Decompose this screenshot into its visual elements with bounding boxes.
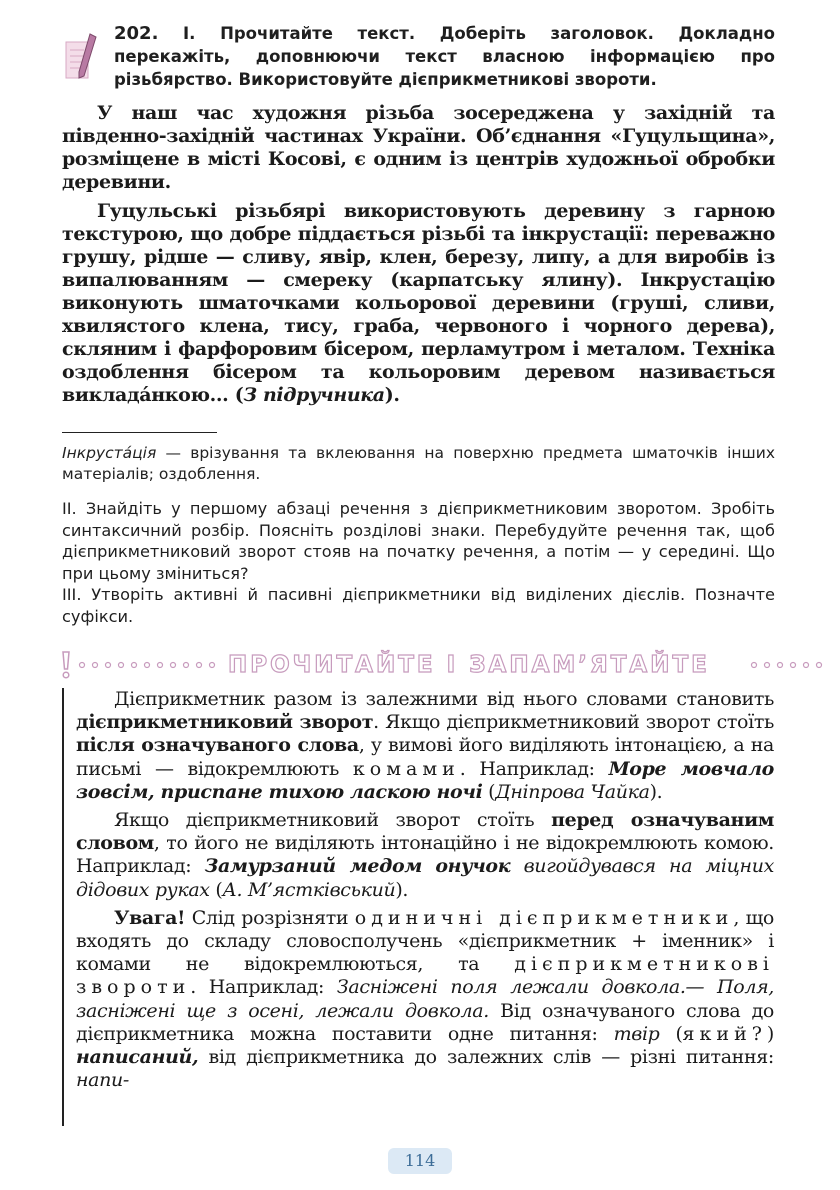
paragraph-1: У наш час художня різьба зосереджена у західній та південно-західній частинах України. Об’єднання «Гуцульщина», розміщене в місті Косові, є одним із центрів художньої обробки деревини. xyxy=(62,102,775,193)
spaced-term: який? xyxy=(682,1022,767,1045)
task-number: 202. xyxy=(114,23,159,44)
key-term: перед означуваним словом xyxy=(76,809,774,855)
key-term: дієприкметниковий зворот xyxy=(76,711,374,734)
text-span: ) xyxy=(766,1022,774,1045)
text-span: . Наприклад: xyxy=(190,976,337,999)
text-span: шматочками кольорової деревини (груші, сливи, хвилястого клена, тису, граба, червоного і чорного дерева), скляним і фарфоровим бісером, перламутром і металом. Техніка оздоблення бісером та кольоровим деревом називається xyxy=(62,292,775,383)
footnote-term: Інкрустáція xyxy=(62,444,157,462)
dotted-line-right xyxy=(748,660,828,670)
example-phrase: вигойдувався на міцних дідових руках xyxy=(76,855,774,901)
text-span xyxy=(422,855,435,877)
text-span: ). xyxy=(649,780,663,803)
text-span: ( xyxy=(209,878,223,901)
key-term: після означуваного слова xyxy=(76,734,359,757)
rule-title: ПРОЧИТАЙТЕ І ЗАПАМ’ЯТАЙТЕ xyxy=(228,652,710,678)
highlighted-verb: виконують xyxy=(62,292,183,314)
highlighted-verb: використовують xyxy=(343,200,526,222)
example-sentence: Засніжені поля лежали довкола.— Поля, засніжені ще з осені, лежали довкола. xyxy=(76,976,775,1022)
rule-paragraph-3 xyxy=(76,907,774,1093)
rule-heading xyxy=(58,650,778,680)
source-citation: З підручника xyxy=(243,384,385,406)
task-part-3: ІІІ. Утворіть активні й пасивні дієприкметники від виділених дієслів. Позначте суфікси. xyxy=(62,585,775,626)
example-phrase: Замурзаний медом xyxy=(204,855,423,878)
rule-box xyxy=(62,688,775,1130)
pencil-notebook-icon xyxy=(62,32,98,84)
task-part-2: ІІ. Знайдіть у першому абзаці речення з дієприкметниковим зворотом. Зробіть синтаксичний розбір. Поясніть розділові знаки. Перебудуйте речення так, щоб дієприкметниковий зворот стояв на початку речення, а потім — у середині. Що при цьому зміниться? xyxy=(62,499,775,583)
footnote xyxy=(62,443,775,485)
spaced-term: дієприкметникові звороти xyxy=(76,953,774,999)
text-span: Гуцульські різьбярі xyxy=(97,200,344,222)
attention-label: Увага! xyxy=(114,906,186,929)
exclamation-icon xyxy=(58,650,74,680)
task-instructions xyxy=(114,22,775,91)
dotted-line-left xyxy=(76,660,216,670)
text-span: Від означуваного слова до дієприкметника можна поставити одне питання: xyxy=(76,999,775,1045)
example-author: Дніпрова Чайка xyxy=(495,780,650,803)
spaced-term: комами xyxy=(352,757,460,780)
example-author: А. М’ястківський xyxy=(222,878,396,901)
text-span: Дієприкметник разом із залежними від нього словами становить xyxy=(114,688,774,710)
text-span: деревину з гарною текстурою, що добре піддається різьбі та інкрустації: переважно грушу, рідше — сливу, явір, клен, березу, липу, а для виробів із випалюванням — смереку (карпатську ялину). Інкрустацію xyxy=(62,200,775,291)
paragraph-2 xyxy=(62,200,775,407)
task-202 xyxy=(70,22,775,91)
text-span: , то його не виділяють інтонаційно і не відокремлюють комою. Наприклад: xyxy=(76,832,774,878)
text-span: Слід розрізняти xyxy=(185,906,355,929)
example-word: твір xyxy=(613,1022,660,1045)
spaced-term: одиничні дієприкметники xyxy=(354,906,734,929)
text-span: , що входять до складу словосполучень «дієприкметник + іменник» і комами не відокремлюються, та xyxy=(76,906,774,976)
text-span: ( xyxy=(659,1022,683,1045)
rule-paragraph-1 xyxy=(76,688,774,804)
follow-up-tasks xyxy=(62,498,775,627)
task-text: І. Прочитайте текст. Доберіть заголовок. Докладно перекажіть, доповнюючи текст власною інформацією про різьбярство. Використовуйте дієприкметникові звороти. xyxy=(114,24,775,89)
text-span: . Якщо дієприкметниковий зворот стоїть xyxy=(373,711,774,734)
text-span: викладáнкою xyxy=(62,384,210,406)
footnote-definition: — врізування та вклеювання на поверхню предмета шматочків інших матеріалів; оздоблення. xyxy=(62,444,775,483)
text-span: ). xyxy=(395,878,409,901)
rule-text xyxy=(76,688,774,1097)
text-span: від дієприкметника до залежних слів — різні питання: xyxy=(198,1046,774,1069)
reading-text xyxy=(62,102,775,413)
example-word: напи- xyxy=(76,1069,129,1092)
text-span: ( xyxy=(482,780,496,803)
rule-side-bar xyxy=(62,688,64,1126)
example-phrase: онучок xyxy=(435,855,511,878)
example-phrase: Море мовчало зовсім, приспане xyxy=(76,757,775,803)
text-span: Якщо дієприкметниковий зворот стоїть xyxy=(114,809,552,832)
text-span: . Наприклад: xyxy=(459,757,609,780)
text-span: , у вимові його виділяють інтонацією, а на письмі — відокремлюють xyxy=(76,734,774,780)
text-span: ). xyxy=(384,384,400,406)
footnote-divider xyxy=(62,432,217,433)
rule-paragraph-2 xyxy=(76,809,774,902)
page-number: 114 xyxy=(388,1148,452,1174)
example-word: написаний, xyxy=(76,1046,199,1069)
text-span: ... ( xyxy=(209,384,244,406)
example-phrase: тихою ласкою ночі xyxy=(262,780,483,803)
